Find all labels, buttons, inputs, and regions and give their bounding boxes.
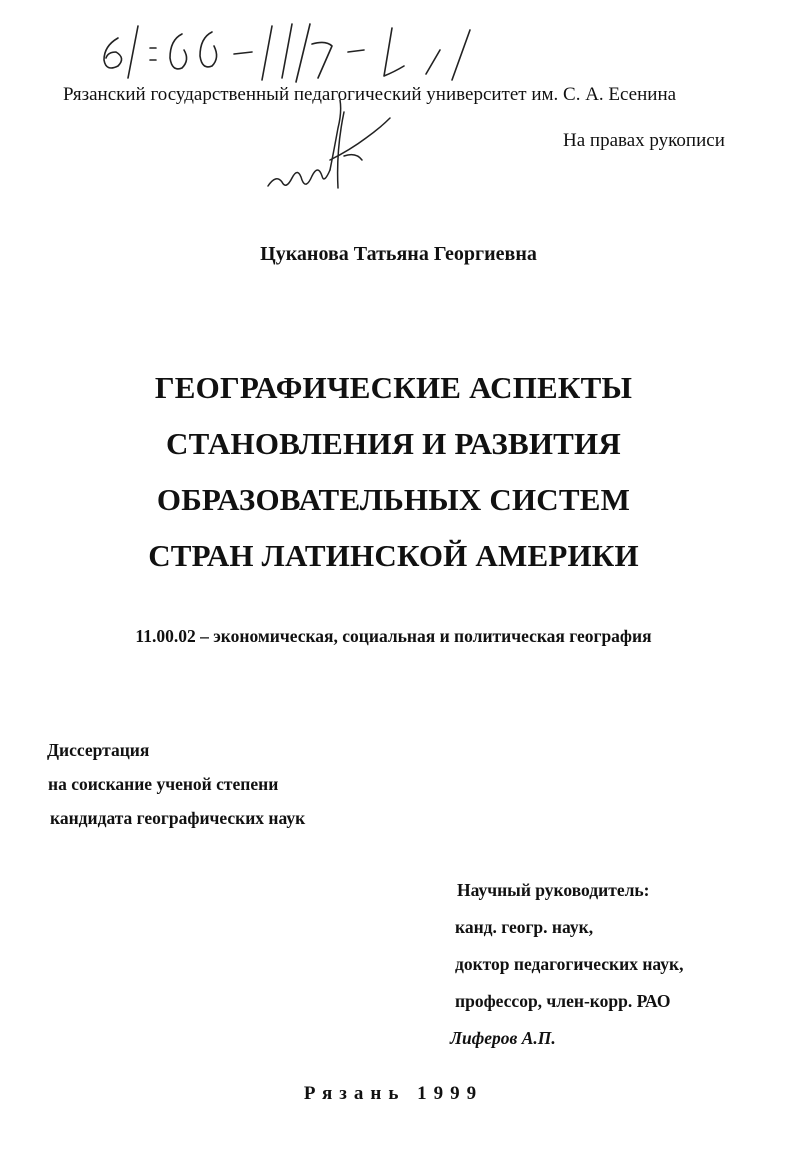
- supervisor-line: доктор педагогических наук,: [455, 954, 684, 974]
- university-name: Рязанский государственный педагогический университет им. С. А. Есенина: [63, 84, 677, 105]
- degree-line: кандидата географических наук: [50, 808, 306, 828]
- degree-line: Диссертация: [47, 740, 150, 760]
- supervisor-name: Лиферов А.П.: [450, 1028, 556, 1048]
- degree-block: [47, 733, 305, 835]
- degree-line: на соискание ученой степени: [48, 774, 279, 794]
- supervisor-line: канд. геогр. наук,: [455, 917, 594, 937]
- supervisor-line: профессор, член-корр. РАО: [455, 991, 671, 1011]
- supervisor-line: Научный руководитель:: [457, 880, 650, 900]
- title-line: ОБРАЗОВАТЕЛЬНЫХ СИСТЕМ: [156, 482, 631, 517]
- manuscript-rights-note: На правах рукописи: [563, 130, 725, 151]
- title-line: СТАНОВЛЕНИЯ И РАЗВИТИЯ: [166, 426, 621, 461]
- dissertation-title: [0, 360, 787, 584]
- supervisor-block: [450, 872, 683, 1057]
- city-year: Рязань 1999: [303, 1083, 484, 1104]
- title-line: СТРАН ЛАТИНСКОЙ АМЕРИКИ: [148, 538, 639, 573]
- title-line: ГЕОГРАФИЧЕСКИЕ АСПЕКТЫ: [154, 370, 633, 405]
- archive-number-handwriting: [104, 24, 470, 82]
- signature-mark: [268, 100, 390, 188]
- author-name: Цуканова Татьяна Георгиевна: [260, 243, 537, 265]
- specialty-code: 11.00.02 – экономическая, социальная и политическая география: [135, 626, 652, 646]
